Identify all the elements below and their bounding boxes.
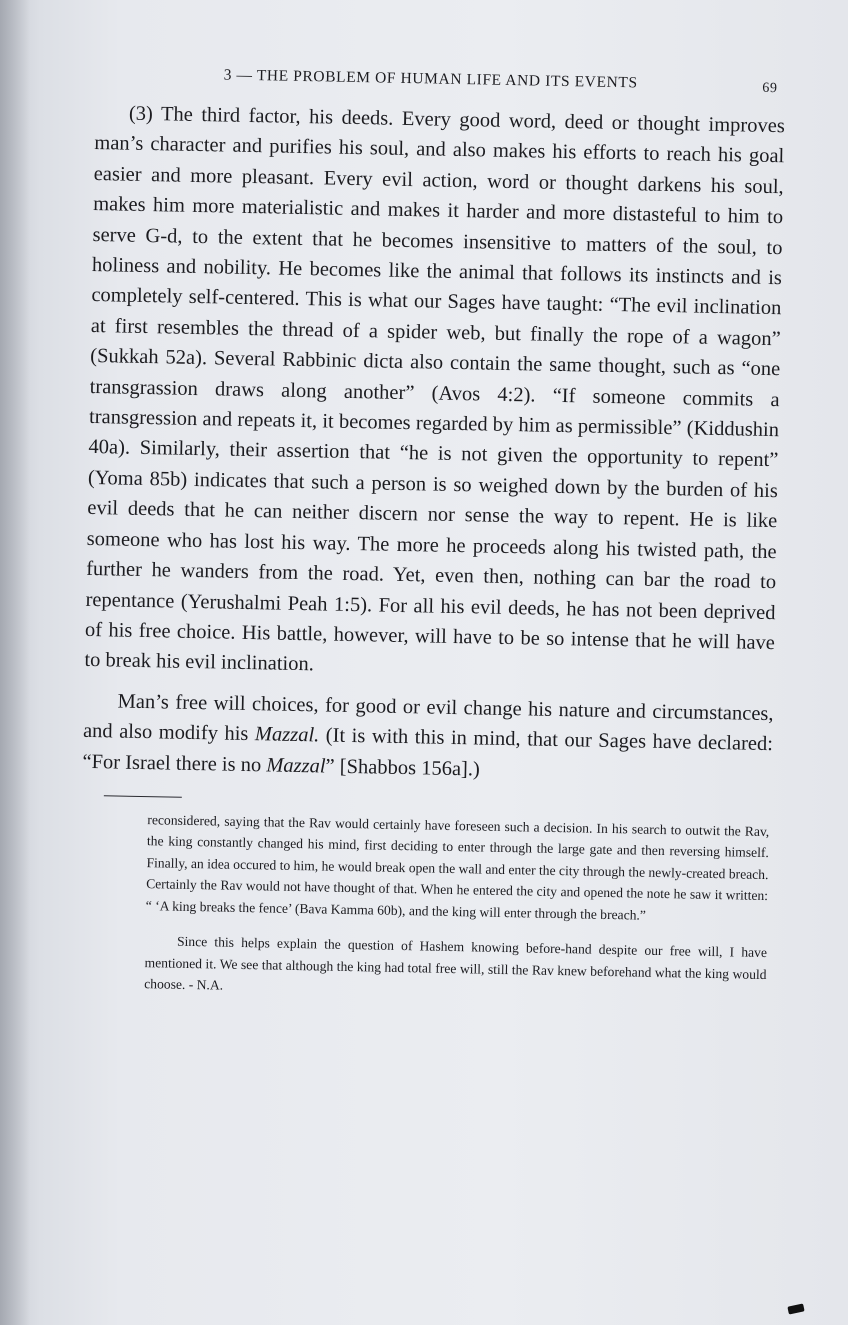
paragraph-2-text-a: Man’s free will choices, for good or evil change his nature and circumstances, and also modify his [82, 690, 774, 746]
ink-mark [787, 1303, 804, 1314]
paragraph-2-text-c: ” [Shabbos 156a].) [325, 755, 481, 781]
mazzal-term: Mazzal. [254, 723, 320, 747]
footnote-1: reconsidered, saying that the Rav would certainly have foreseen such a decision. In his search to outwit the Rav, the king constantly changed his mind, first deciding to enter through the large gate and then reversing himself. Finally, an idea occured to him, he would break open the wall and enter the city through the newly-created breach. Certainly the Rav would not have thought of that. When he entered the city and opened the note he saw it written: “ ‘A king breaks the fence’ (Bava Kamma 60b), and the king will enter through the breach.” [145, 812, 770, 923]
paragraph-2-text-b: (It is with this in mind, that our Sages have declared: “For Israel there is no [82, 724, 774, 776]
footnote-2: Since this helps explain the question of Hashem knowing before-hand despite our free will, I have mentioned it. We see that although the king had total free will, still the Rav knew beforehand what the king would choose. - N.A. [144, 934, 768, 994]
page-content [78, 58, 786, 1007]
mazzal-term-2: Mazzal [266, 753, 326, 778]
chapter-title: 3 — THE PROBLEM OF HUMAN LIFE AND ITS EVENTS [223, 66, 638, 92]
page-gutter-shadow [0, 0, 30, 1325]
body-paragraph-1: (3) The third factor, his deeds. Every good word, deed or thought improves man’s character and purifies his soul, and also makes his efforts to reach his goal easier and more pleasant. Every evil action, word or thought darkens his soul, makes him more materialistic and makes it harder and more distasteful to him to serve G-d, to the extent that he becomes insensitive to matters of the soul, to holiness and nobility. He becomes like the animal that follows its instincts and is completely self-centered. This is what our Sages have taught: “The evil inclination at first resembles the thread of a spider web, but finally the rope of a wagon” (Sukkah 52a). Several Rabbinic dicta also contain the same thought, such as “one transgrassion draws along another” (Avos 4:2). “If someone commits a transgression and repeats it, it becomes regarded by him as permissible” (Kiddushin 40a). Similarly, their assertion that “he is not given the opportunity to repent” (Yoma 85b) indicates that such a person is so weighed down by the burden of his evil deeds that he can neither discern nor sense the way to repent. He is like someone who has lost his way. The more he proceeds along his twisted path, the further he wanders from the road. Yet, even then, nothing can bar the road to repentance (Yerushalmi Peah 1:5). For all his evil deeds, he has not been deprived of his free choice. His battle, however, will have to be so intense that he will have to break his evil inclination. [84, 102, 786, 676]
page-number: 69 [762, 80, 778, 97]
body-paragraph-2 [82, 686, 774, 790]
footnote-rule [104, 795, 182, 797]
